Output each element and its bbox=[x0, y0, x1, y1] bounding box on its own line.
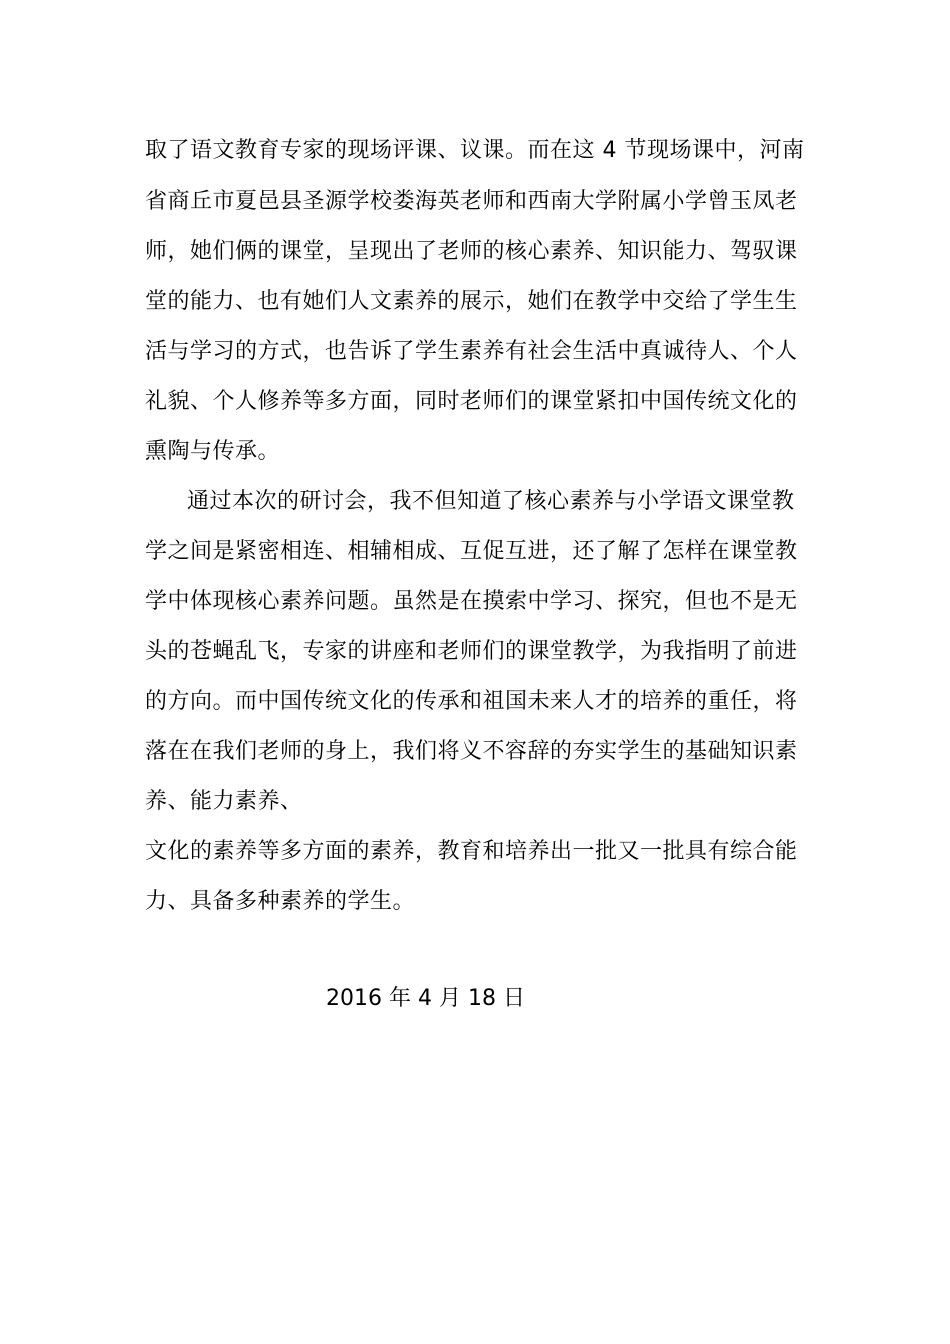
paragraph-1-line-4: 堂的能力、也有她们人文素养的展示，她们在教学中交给了学生生 bbox=[145, 289, 798, 314]
paragraph-3-line-1: 文化的素养等多方面的素养，教育和培养出一批又一批具有综合能 bbox=[145, 839, 798, 864]
paragraph-2-line-5: 的方向。而中国传统文化的传承和祖国未来人才的培养的重任，将 bbox=[145, 689, 798, 714]
paragraph-1-line-6: 礼貌、个人修养等多方面，同时老师们的课堂紧扣中国传统文化的 bbox=[145, 389, 798, 414]
paragraph-1-line-3: 师，她们俩的课堂，呈现出了老师的核心素养、知识能力、驾驭课 bbox=[145, 239, 798, 264]
paragraph-1-line-2: 省商丘市夏邑县圣源学校娄海英老师和西南大学附属小学曾玉凤老 bbox=[145, 189, 798, 214]
paragraph-1-line-5: 活与学习的方式，也告诉了学生素养有社会生活中真诚待人、个人 bbox=[145, 339, 798, 364]
paragraph-2-line-7: 养、能力素养、 bbox=[145, 789, 303, 814]
paragraph-1-line-1: 取了语文教育专家的现场评课、议课。而在这 4 节现场课中，河南 bbox=[145, 138, 805, 163]
paragraph-2-line-4: 头的苍蝇乱飞，专家的讲座和老师们的课堂教学，为我指明了前进 bbox=[145, 639, 798, 664]
paragraph-2-line-1: 通过本次的研讨会，我不但知道了核心素养与小学语文课堂教 bbox=[187, 489, 795, 514]
paragraph-2-line-6: 落在在我们老师的身上，我们将义不容辞的夯实学生的基础知识素 bbox=[145, 739, 798, 764]
paragraph-2-line-3: 学中体现核心素养问题。虽然是在摸索中学习、探究，但也不是无 bbox=[145, 589, 798, 614]
document-date: 2016 年 4 月 18 日 bbox=[326, 986, 525, 1011]
paragraph-3-line-2: 力、具备多种素养的学生。 bbox=[145, 889, 416, 914]
paragraph-1-line-7: 熏陶与传承。 bbox=[145, 439, 281, 464]
paragraph-2-line-2: 学之间是紧密相连、相辅相成、互促互进，还了解了怎样在课堂教 bbox=[145, 539, 798, 564]
